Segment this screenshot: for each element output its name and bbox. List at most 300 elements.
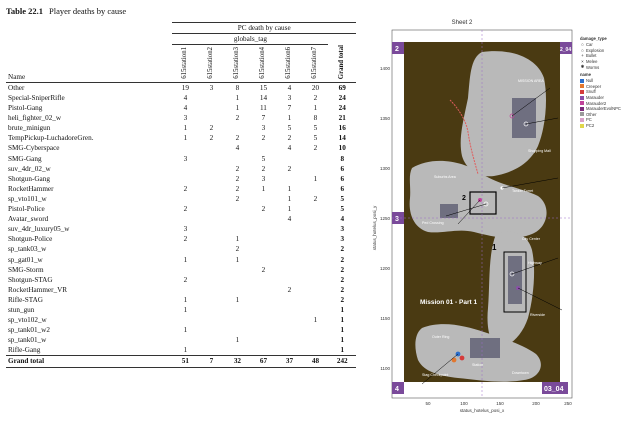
table-cell: 11 [259,104,267,113]
row-name: stun_gun [8,305,35,314]
corner-label: 03_04 [544,386,564,393]
table-cell [276,345,302,356]
y-tick: 1250 [379,216,390,221]
table-cell [224,214,250,224]
table-cell: 2 [261,205,266,214]
table-row [6,174,356,184]
table-cell: 2 [313,94,318,103]
table-cell: 1 [183,295,188,304]
table-cell [172,285,198,295]
map-legend [580,34,638,128]
legend-item [580,64,638,70]
table-cell [276,174,302,184]
place-label: Riverside [530,313,545,317]
table-cell [250,224,276,234]
table-cell: 2 [340,285,345,294]
table-cell: 21 [338,114,346,123]
x-tick: 200 [532,401,540,406]
legend-swatch [580,96,584,100]
row-name: Shotgun-STAG [8,275,53,284]
table-cell [198,184,224,194]
table-cell: 15 [259,83,268,92]
table-cell [224,285,250,295]
row-name: sp_tank03_w [8,245,47,254]
table-row [6,325,356,335]
table-body [6,82,356,367]
legend-label: Marauder2 [586,100,607,106]
row-name: RocketHammer_VR [8,285,68,294]
corner-label: 3 [395,216,399,223]
table-cell: 5 [287,124,292,133]
table-cell [250,285,276,295]
table-cell: 3 [287,94,292,103]
table-cell [198,275,224,285]
row-name: Pistol-Gang [8,104,43,113]
table-cell [250,234,276,244]
table-cell [198,103,224,113]
table-cell: 48 [302,356,328,367]
table-row [6,113,356,123]
table-cell [224,315,250,325]
column-header [224,45,250,83]
y-tick: 1200 [379,266,390,271]
row-name: SMG-Cyberspace [8,144,60,153]
table-row [6,275,356,285]
table-cell [198,315,224,325]
legend-label: PC2 [586,123,595,129]
table-cell: 4 [235,144,240,153]
row-name: TempPickup-LuchadoreGren. [8,134,94,143]
table-cell: 1 [340,326,345,335]
row-name: Rifle-STAG [8,295,43,304]
table-cell: 1 [313,316,318,325]
legend-label: Snuff [586,89,596,95]
table-cell [224,325,250,335]
table-cell [224,305,250,315]
table-cell: 19 [181,83,189,92]
table-row [6,184,356,194]
table-cell: 2 [287,285,292,294]
table-cell: 37 [276,356,302,367]
table-cell: 2 [235,164,240,173]
corner-empty [6,23,172,34]
table-cell [302,164,328,174]
table-cell: 3 [183,154,188,163]
map-building [508,256,522,304]
table-cell [302,234,328,244]
table-cell: 2 [287,164,292,173]
row-name: brute_minigun [8,124,51,133]
table-cell: 2 [261,265,266,274]
table-cell: 8 [235,83,240,92]
legend-label: Other [586,111,597,117]
map-panel [362,20,638,420]
y-axis-label: status_hotelus_posi_y [372,205,377,251]
place-label: Ped Crossing [422,221,444,225]
table-cell: 2 [235,134,240,143]
table-cell [198,143,224,153]
legend-swatch [580,112,584,116]
column-header-label: 615station3 [233,47,241,79]
legend-symbol-icon: ✱ [580,64,585,70]
table-cell: 1 [235,255,240,264]
table-cell [224,275,250,285]
table-cell [198,244,224,254]
legend-damage-title: damage_type [580,36,607,41]
table-cell: 2 [340,275,345,284]
legend-label: Explosion [586,47,605,53]
column-header-label: 615station4 [259,47,267,79]
table-cell: 1 [235,235,240,244]
legend-swatch [580,124,584,128]
table-cell [198,214,224,224]
table-cell: 3 [340,235,345,244]
legend-label: Marauder [586,95,604,101]
table-cell [198,265,224,275]
table-cell: 1 [313,174,318,183]
legend-label: PC [586,117,592,123]
table-cell: 3 [261,124,266,133]
table-cell [276,244,302,254]
row-name: sp_vto101_w [8,194,47,203]
corner-label: 4 [395,386,399,393]
y-tick: 1400 [379,66,390,71]
table-cell [250,143,276,153]
table-row [6,244,356,254]
table-cell [250,214,276,224]
table-cell [172,174,198,184]
table-cell: 14 [259,94,268,103]
table-row [6,335,356,345]
table-cell [172,265,198,275]
table-cell: 1 [183,326,188,335]
table-cell: 2 [340,295,345,304]
row-name: sp_tank01_w [8,336,47,345]
table-row [6,214,356,224]
map-building [470,338,500,358]
table-cell: 2 [287,134,292,143]
table-row [6,224,356,234]
row-name: SMG-Storm [8,265,44,274]
table-cell [250,345,276,356]
table-cell: 1 [261,184,266,193]
table-cell: 1 [287,114,292,123]
table-cell: 1 [235,336,240,345]
table-cell [250,305,276,315]
table-cell [172,194,198,204]
table-row [6,345,356,356]
table-cell: 8 [340,154,345,163]
table-cell [302,154,328,164]
name-column-header: Name [6,34,172,83]
table-cell: 2 [261,134,266,143]
table-cell [302,305,328,315]
legend-label: Worms [586,64,600,70]
table-cell: 2 [183,205,188,214]
table-cell [276,295,302,305]
table-cell [198,295,224,305]
table-caption-title: Player deaths by cause [49,6,127,16]
table-cell [198,164,224,174]
column-header-label: 615station6 [285,47,293,79]
column-header-label: 615station7 [311,47,319,79]
legend-damage-list [580,42,638,70]
table-cell [250,335,276,345]
legend-label: Creeper [586,83,602,89]
table-cell [224,123,250,133]
table-row [6,315,356,325]
place-label: Highway [528,261,542,265]
legend-swatch [580,101,584,105]
table-cell [302,204,328,214]
corner-label: 2_04 [560,47,572,53]
row-name: Shotgun-Gang [8,174,50,183]
table-cell: 1 [340,336,345,345]
table-cell: 24 [338,104,346,113]
row-name: SMG-Gang [8,154,42,163]
column-header [172,45,198,83]
table-cell [250,244,276,254]
region-label-1: 1 [492,243,497,252]
row-name: Special-SniperRifle [8,94,65,103]
table-cell: 2 [235,194,240,203]
table-cell [224,204,250,214]
table-caption [6,6,126,16]
table-cell: 7 [287,104,292,113]
table-cell [302,214,328,224]
table-cell: 10 [338,144,346,153]
x-tick: 100 [460,401,468,406]
table-cell: 1 [313,104,318,113]
x-axis-label: status_hotelus_posi_x [459,408,505,413]
table-cell: 6 [340,174,345,183]
table-cell [276,315,302,325]
table-cell: 2 [183,184,188,193]
table-cell: 1 [340,316,345,325]
legend-label: MarauderEvolNPC [586,106,621,112]
death-location-map [362,28,576,416]
legend-item [580,123,638,129]
table-row [6,194,356,204]
row-name: heli_fighter_02_w [8,114,62,123]
legend-label: Melee [586,59,598,65]
table-row [6,265,356,275]
table-cell: 5 [340,194,345,203]
table-cell [276,234,302,244]
legend-label: Car [586,42,593,48]
table-cell [302,285,328,295]
legend-swatch [580,118,584,122]
legend-name-title: name [580,71,591,77]
table-cell: 242 [328,356,356,367]
table-cell: 6 [340,164,345,173]
y-tick: 1350 [379,116,390,121]
column-header [328,45,356,83]
table-row [6,285,356,295]
table-cell: 2 [261,164,266,173]
table-cell: 2 [340,265,345,274]
table-cell [276,305,302,315]
table-cell: 7 [261,114,266,123]
place-label: Downtown [512,371,529,375]
table-cell [302,345,328,356]
table-cell: 3 [183,225,188,234]
row-name: sp_tank01_w2 [8,326,50,335]
row-name: Pistol-Police [8,205,45,214]
table-cell [276,254,302,264]
player-deaths-table [6,22,356,368]
legend-swatch [580,84,584,88]
map-building [512,98,536,138]
table-cell: 8 [313,114,318,123]
table-cell [172,164,198,174]
column-header [276,45,302,83]
table-cell: 1 [235,94,240,103]
table-cell [250,254,276,264]
table-cell [198,254,224,264]
column-header [198,45,224,83]
x-tick: 50 [425,401,431,406]
legend-swatch [580,90,584,94]
table-cell: 2 [209,124,214,133]
table-caption-label: Table 22.1 [6,6,44,16]
table-cell: 67 [250,356,276,367]
x-tick: 250 [564,401,572,406]
table-row [6,154,356,164]
table-cell [224,154,250,164]
y-tick: 1300 [379,166,390,171]
table-cell: 1 [235,295,240,304]
table-cell: 1 [183,305,188,314]
group-header: PC death by cause [172,23,356,34]
y-tick: 1100 [380,366,390,371]
table-cell [198,285,224,295]
table-cell [198,305,224,315]
table-cell [224,224,250,234]
table-cell: 4 [287,144,292,153]
table-cell [276,224,302,234]
table-cell [276,265,302,275]
table-cell: 2 [235,174,240,183]
table-cell [250,315,276,325]
row-name: suv_4dr_02_w [8,164,51,173]
table-row [6,103,356,113]
row-name: Grand total [6,356,172,367]
table-cell [198,113,224,123]
table-cell: 3 [261,174,266,183]
map-building [440,204,458,218]
table-cell: 5 [261,154,266,163]
table-row [6,82,356,93]
table-row [6,204,356,214]
table-cell: 5 [313,134,318,143]
row-name: Other [8,83,25,92]
table-cell: 5 [340,205,345,214]
globals-tag-header: globals_tag [172,34,328,45]
x-tick: 150 [496,401,504,406]
table-cell: 24 [338,94,346,103]
table-cell [172,335,198,345]
table-cell [198,325,224,335]
table-row [6,133,356,143]
table-row [6,295,356,305]
table-cell: 1 [183,124,188,133]
table-cell: 2 [235,114,240,123]
table-cell [250,325,276,335]
table-cell: 3 [183,114,188,123]
table-cell [198,234,224,244]
table-cell: 1 [183,255,188,264]
place-label: Outer Ring [432,335,450,339]
table-cell [250,295,276,305]
corner-label: 2 [395,46,399,53]
table-cell [302,265,328,275]
place-label: Station [472,363,484,367]
legend-label: Null [586,78,594,84]
column-header-label: 615station1 [181,47,189,79]
table-cell: 1 [183,134,188,143]
table-cell: 2 [183,275,188,284]
table-cell: 1 [235,104,240,113]
table-cell: 5 [313,124,318,133]
table-cell [172,143,198,153]
legend-swatch [580,107,584,111]
legend-symbol-icon: × [581,59,584,65]
table-cell: 2 [235,245,240,254]
table-cell [198,154,224,164]
total-spacer [328,34,356,45]
table-cell [276,275,302,285]
table-row [6,123,356,133]
y-tick: 1150 [380,316,390,321]
table-cell [198,345,224,356]
table-cell [198,224,224,234]
row-name: RocketHammer [8,184,54,193]
column-header [250,45,276,83]
table-cell: 2 [235,184,240,193]
legend-symbol-icon: + [581,53,584,59]
table-cell: 2 [340,245,345,254]
table-cell: 69 [338,83,346,92]
table-cell [224,265,250,275]
legend-label: Bullet [586,53,597,59]
table-cell [302,295,328,305]
table-cell: 4 [183,104,188,113]
legend-swatch [580,79,584,83]
region-label-2: 2 [462,195,466,202]
place-label: City Center [522,237,540,241]
place-label: Stag Checkpoint [422,373,449,377]
table-cell [250,194,276,204]
table-cell [198,174,224,184]
table-cell [224,345,250,356]
table-cell [302,275,328,285]
row-name: Shotgun-Police [8,235,53,244]
table-row [6,93,356,103]
table-cell: 4 [340,215,345,224]
table-cell [276,325,302,335]
table-cell: 2 [340,255,345,264]
row-name: suv_4dr_luxury05_w [8,225,70,234]
table-cell [302,325,328,335]
table-cell [172,244,198,254]
row-name: sp_gat01_w [8,255,43,264]
row-name: Rifle-Gang [8,346,41,355]
table-cell: 20 [311,83,320,92]
place-label: Shopping Mall [528,149,551,153]
table-row [6,254,356,264]
column-header-label: 615station2 [207,47,215,79]
